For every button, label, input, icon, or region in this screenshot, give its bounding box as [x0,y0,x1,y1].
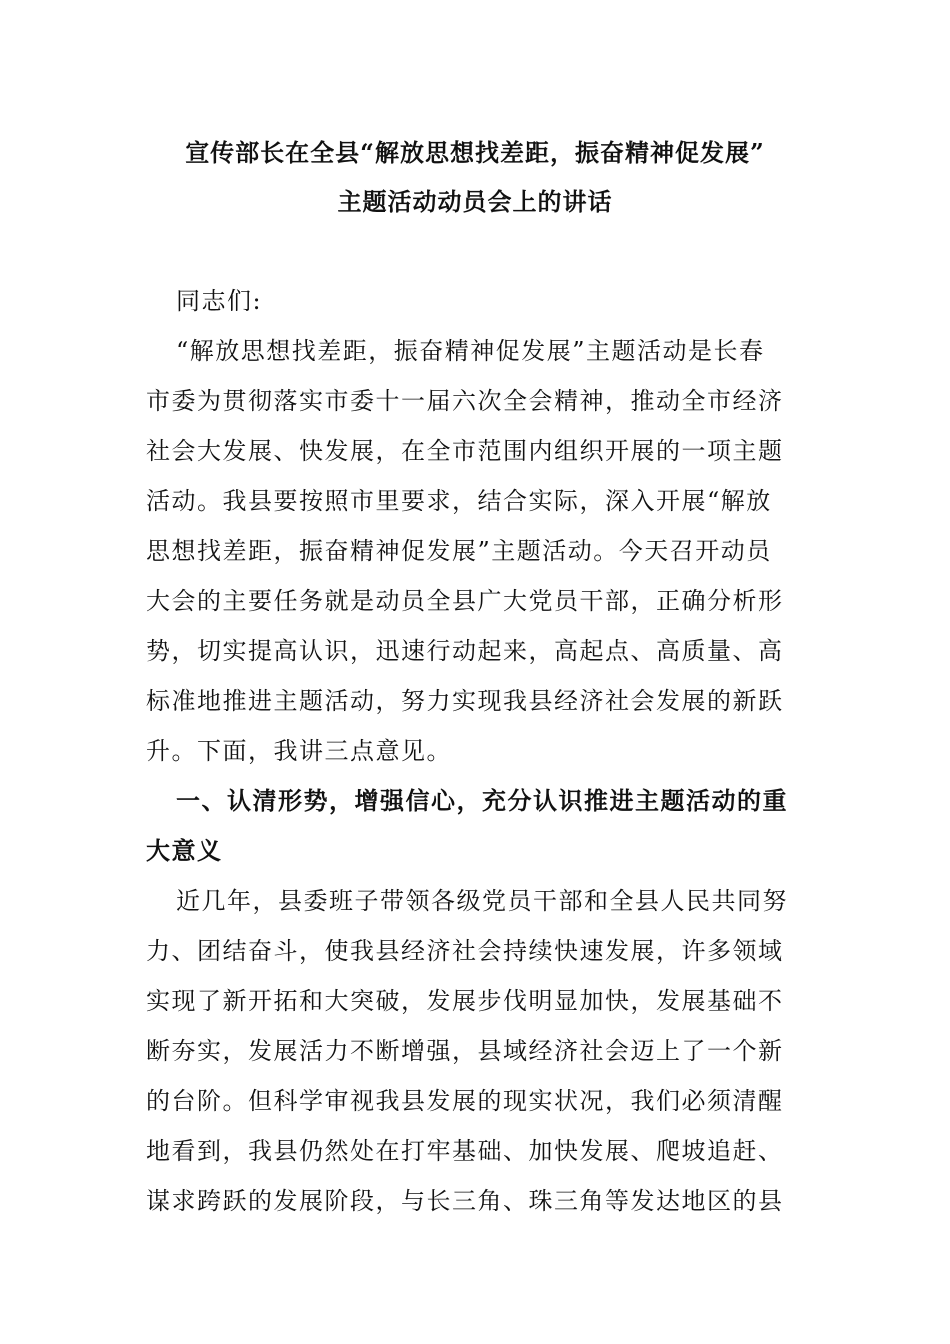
paragraph-line: 谋求跨跃的发展阶段，与长三角、珠三角等发达地区的县 [146,1187,784,1215]
paragraph-line: 市委为贯彻落实市委十一届六次全会精神，推动全市经济 [146,387,784,415]
paragraph-line: 社会大发展、快发展，在全市范围内组织开展的一项主题 [146,437,784,465]
section-heading-line: 大意义 [146,836,223,865]
paragraph-line: 的台阶。但科学审视我县发展的现实状况，我们必须清醒 [146,1087,784,1115]
paragraph-line: 实现了新开拓和大突破，发展步伐明显加快，发展基础不 [146,987,784,1015]
paragraph-line: 标准地推进主题活动，努力实现我县经济社会发展的新跃 [146,687,784,715]
paragraph-line: 近几年，县委班子带领各级党员干部和全县人民共同努 [176,887,788,915]
paragraph-line: 势，切实提高认识，迅速行动起来，高起点、高质量、高 [146,637,784,665]
document-title-line-2: 主题活动动员会上的讲话 [337,187,613,216]
paragraph-line: 断夯实，发展活力不断增强，县域经济社会迈上了一个新 [146,1037,784,1065]
section-heading-line: 一、认清形势，增强信心，充分认识推进主题活动的重 [176,786,788,815]
document-body [146,276,806,1226]
document-title-line-1: 宣传部长在全县“解放思想找差距，振奋精神促发展” [185,138,765,167]
body-lines [146,326,806,1226]
salutation: 同志们: [176,287,263,315]
paragraph-line: 力、团结奋斗，使我县经济社会持续快速发展，许多领域 [146,937,784,965]
paragraph-line: 地看到，我县仍然处在打牢基础、加快发展、爬坡追赶、 [146,1137,784,1165]
paragraph-line: 升。下面，我讲三点意见。 [146,737,452,765]
paragraph-line: 思想找差距，振奋精神促发展”主题活动。今天召开动员 [146,537,772,565]
paragraph-line: “解放思想找差距，振奋精神促发展”主题活动是长春 [176,337,765,365]
paragraph-line: 大会的主要任务就是动员全县广大党员干部，正确分析形 [146,587,784,615]
paragraph-line: 活动。我县要按照市里要求，结合实际，深入开展“解放 [146,487,772,515]
